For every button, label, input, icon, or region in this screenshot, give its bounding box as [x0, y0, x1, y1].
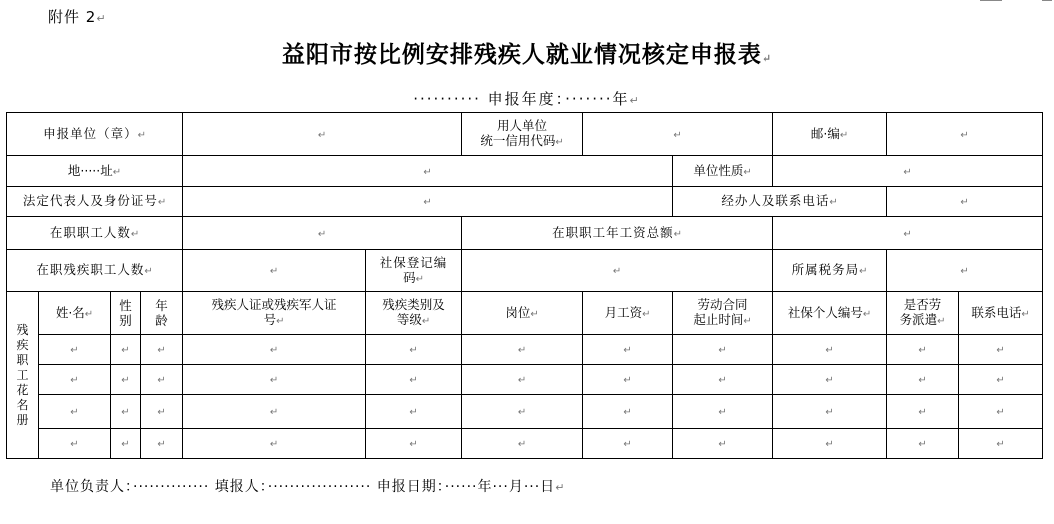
- employer-code-value-cell[interactable]: ↵: [583, 113, 773, 156]
- staff-count-value-cell[interactable]: ↵: [183, 217, 462, 250]
- roster-cell[interactable]: ↵: [462, 395, 583, 429]
- legal-rep-value-cell[interactable]: ↵: [183, 187, 673, 217]
- attachment-text: 附件 2: [48, 8, 97, 26]
- header-dispatch-line1: 是否劳: [903, 297, 942, 312]
- paragraph-mark: ↵: [555, 481, 566, 494]
- roster-side-char: 名: [16, 397, 29, 412]
- roster-cell[interactable]: ↵: [462, 429, 583, 459]
- roster-cell[interactable]: ↵: [111, 335, 141, 365]
- roster-side-char: 职: [16, 352, 29, 367]
- contact-label: 经办人及联系电话: [721, 193, 830, 208]
- legal-rep-label: 法定代表人及身份证号: [22, 193, 158, 208]
- principal-signature-line: 单位负责人：··············: [50, 479, 210, 495]
- header-social-no: 社保个人编号: [787, 304, 863, 320]
- header-salary-cell: 月工资↵: [583, 292, 673, 335]
- roster-cell[interactable]: ↵: [673, 365, 773, 395]
- roster-cell[interactable]: ↵: [39, 395, 111, 429]
- roster-cell[interactable]: ↵: [887, 429, 959, 459]
- staff-count-label-cell: 在职职工人数↵: [7, 217, 183, 250]
- filler-signature-line: 填报人：···················: [214, 479, 372, 495]
- header-margin-mark-right: [1042, 0, 1052, 3]
- header-phone-cell: 联系电话↵: [959, 292, 1043, 335]
- unit-value-cell[interactable]: ↵: [183, 113, 462, 156]
- page-title: [0, 36, 1054, 69]
- roster-row: [7, 335, 1043, 365]
- header-dispatch-line2: 务派遣: [899, 312, 938, 327]
- employer-code-label-line1: 用人单位: [497, 118, 548, 133]
- attachment-label: [48, 6, 107, 27]
- header-cert-line2: 号: [263, 312, 277, 327]
- paragraph-mark: ↵: [761, 52, 773, 65]
- roster-cell[interactable]: ↵: [959, 335, 1043, 365]
- tax-bureau-label: 所属税务局: [791, 262, 860, 277]
- tax-bureau-value-cell[interactable]: ↵: [887, 250, 1043, 292]
- header-cert-cell: 残疾人证或残疾军人证 号↵: [183, 292, 366, 335]
- roster-cell[interactable]: ↵: [583, 429, 673, 459]
- unit-nature-value-cell[interactable]: ↵: [773, 156, 1043, 187]
- header-name: 姓·名: [55, 304, 85, 320]
- header-category-line1: 残疾类别及: [382, 297, 445, 312]
- unit-nature-label: 单位性质: [693, 162, 744, 178]
- roster-cell[interactable]: ↵: [183, 335, 366, 365]
- roster-row: [7, 429, 1043, 459]
- roster-cell[interactable]: ↵: [366, 335, 462, 365]
- roster-cell[interactable]: ↵: [959, 365, 1043, 395]
- social-reg-label-line1: 社保登记编: [379, 254, 448, 270]
- roster-side-char: 册: [16, 412, 29, 427]
- unit-nature-label-cell: 单位性质↵: [673, 156, 773, 187]
- roster-cell[interactable]: ↵: [366, 365, 462, 395]
- roster-cell[interactable]: ↵: [183, 365, 366, 395]
- legal-rep-label-cell: 法定代表人及身份证号↵: [7, 187, 183, 217]
- header-dispatch-cell: 是否劳 务派遣↵: [887, 292, 959, 335]
- social-reg-label-cell: 社保登记编 码↵: [366, 250, 462, 292]
- roster-cell[interactable]: ↵: [141, 365, 183, 395]
- row-unit: [7, 113, 1043, 156]
- wage-total-label: 在职职工年工资总额: [552, 224, 674, 240]
- roster-cell[interactable]: ↵: [462, 335, 583, 365]
- social-reg-label-line2: 码: [403, 269, 416, 285]
- row-staff: [7, 217, 1043, 250]
- row-disabled-staff: [7, 250, 1043, 292]
- social-reg-value-cell[interactable]: ↵: [462, 250, 773, 292]
- disabled-staff-label: 在职残疾职工人数: [36, 262, 145, 277]
- roster-cell[interactable]: ↵: [673, 429, 773, 459]
- roster-cell[interactable]: ↵: [141, 395, 183, 429]
- address-value-cell[interactable]: ↵: [183, 156, 673, 187]
- roster-side-label-cell: [7, 292, 39, 459]
- declaration-year-text: ·········· 申报年度：·······年: [413, 90, 630, 108]
- roster-cell[interactable]: ↵: [39, 365, 111, 395]
- roster-cell[interactable]: ↵: [462, 365, 583, 395]
- roster-cell[interactable]: ↵: [887, 395, 959, 429]
- header-social-no-cell: 社保个人编号↵: [773, 292, 887, 335]
- roster-cell[interactable]: ↵: [583, 365, 673, 395]
- roster-cell[interactable]: ↵: [183, 429, 366, 459]
- header-post-cell: 岗位↵: [462, 292, 583, 335]
- header-salary: 月工资: [604, 304, 643, 320]
- wage-total-label-cell: 在职职工年工资总额↵: [462, 217, 773, 250]
- header-age-cell: [141, 292, 183, 335]
- roster-cell[interactable]: ↵: [959, 429, 1043, 459]
- header-age-line1: 年: [155, 298, 168, 313]
- title-text: 益阳市按比例安排残疾人就业情况核定申报表: [281, 41, 762, 68]
- unit-label-cell: 申报单位（章）↵: [7, 113, 183, 156]
- roster-side-char: 工: [16, 367, 29, 382]
- roster-cell[interactable]: ↵: [773, 395, 887, 429]
- roster-row: [7, 395, 1043, 429]
- roster-cell[interactable]: ↵: [583, 335, 673, 365]
- staff-count-label: 在职职工人数: [49, 224, 131, 240]
- roster-cell[interactable]: ↵: [959, 395, 1043, 429]
- header-category-cell: 残疾类别及 等级↵: [366, 292, 462, 335]
- roster-header-row: [7, 292, 1043, 335]
- roster-row: [7, 365, 1043, 395]
- header-age-line2: 龄: [155, 313, 168, 328]
- roster-cell[interactable]: ↵: [111, 395, 141, 429]
- roster-cell[interactable]: ↵: [887, 365, 959, 395]
- address-label-cell: 地·····址↵: [7, 156, 183, 187]
- roster-cell[interactable]: ↵: [673, 335, 773, 365]
- contact-value-cell[interactable]: ↵: [887, 187, 1043, 217]
- roster-side-char: 残: [16, 322, 29, 337]
- roster-cell[interactable]: ↵: [111, 365, 141, 395]
- wage-total-value-cell[interactable]: ↵: [773, 217, 1043, 250]
- employer-code-label-line2: 统一信用代码: [480, 133, 556, 148]
- header-contract-line1: 劳动合同: [697, 297, 748, 312]
- tax-bureau-label-cell: 所属税务局↵: [773, 250, 887, 292]
- roster-cell[interactable]: ↵: [39, 429, 111, 459]
- roster-cell[interactable]: ↵: [887, 335, 959, 365]
- postcode-value-cell[interactable]: ↵: [887, 113, 1043, 156]
- roster-cell[interactable]: ↵: [773, 429, 887, 459]
- disabled-staff-label-cell: 在职残疾职工人数↵: [7, 250, 183, 292]
- postcode-label: 邮·编: [810, 125, 840, 141]
- header-margin-mark: [980, 0, 1002, 3]
- paragraph-mark: ↵: [96, 12, 107, 25]
- roster-cell[interactable]: ↵: [141, 429, 183, 459]
- header-cert-line1: 残疾人证或残疾军人证: [211, 297, 337, 312]
- employer-code-label-cell: 用人单位 统一信用代码↵: [462, 113, 583, 156]
- roster-cell[interactable]: ↵: [583, 395, 673, 429]
- header-gender-cell: [111, 292, 141, 335]
- address-label: 地·····址: [67, 162, 113, 178]
- header-gender-line2: 别: [119, 313, 132, 328]
- declaration-year-line: [0, 88, 1054, 109]
- signature-footer: [50, 476, 565, 496]
- roster-cell[interactable]: ↵: [366, 429, 462, 459]
- roster-cell[interactable]: ↵: [773, 365, 887, 395]
- header-category-line2: 等级: [396, 312, 422, 327]
- row-legal-rep: [7, 187, 1043, 217]
- paragraph-mark: ↵: [629, 94, 641, 107]
- header-contract-line2: 起止时间: [693, 312, 744, 327]
- postcode-label-cell: 邮·编↵: [773, 113, 887, 156]
- row-address: [7, 156, 1043, 187]
- roster-cell[interactable]: ↵: [39, 335, 111, 365]
- header-phone: 联系电话: [971, 304, 1022, 320]
- declaration-form-table: [6, 112, 1043, 459]
- header-contract-cell: 劳动合同 起止时间↵: [673, 292, 773, 335]
- roster-cell[interactable]: ↵: [773, 335, 887, 365]
- roster-cell[interactable]: ↵: [673, 395, 773, 429]
- header-name-cell: 姓·名↵: [39, 292, 111, 335]
- roster-cell[interactable]: ↵: [111, 429, 141, 459]
- roster-cell[interactable]: ↵: [183, 395, 366, 429]
- roster-cell[interactable]: ↵: [141, 335, 183, 365]
- disabled-staff-value-cell[interactable]: ↵: [183, 250, 366, 292]
- header-post: 岗位: [505, 304, 531, 320]
- unit-label: 申报单位（章）: [43, 125, 138, 141]
- declaration-date-line: 申报日期：······年···月···日: [376, 479, 556, 495]
- roster-side-char: 花: [16, 382, 29, 397]
- roster-side-char: 疾: [16, 337, 29, 352]
- contact-label-cell: 经办人及联系电话↵: [673, 187, 887, 217]
- roster-cell[interactable]: ↵: [366, 395, 462, 429]
- header-gender-line1: 性: [119, 298, 132, 313]
